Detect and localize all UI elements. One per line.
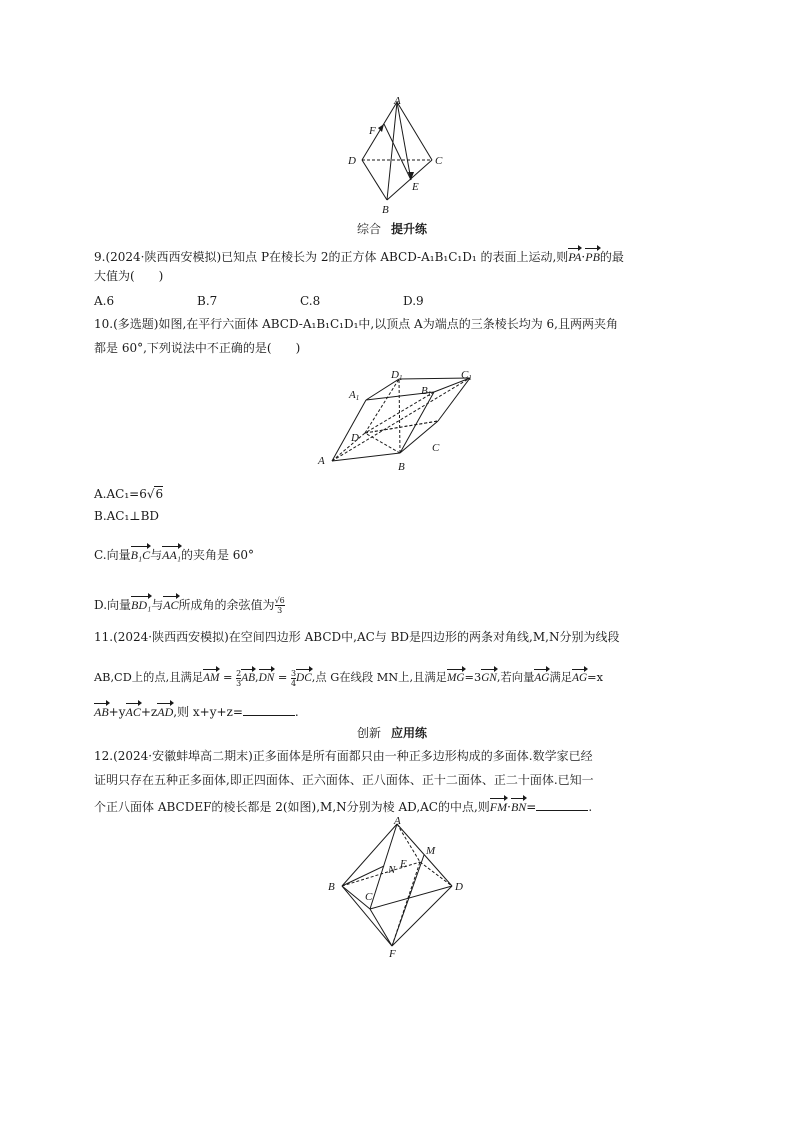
label-C1: C1: [461, 369, 472, 382]
section-heading-1: 综合 提升练: [357, 222, 428, 236]
q10-line-2: 都是 60°,下列说法中不正确的是( ): [94, 341, 301, 355]
answer-blank: [536, 810, 588, 811]
q9-options: A.6 B.7 C.8 D.9: [94, 294, 424, 308]
section-heading-2: 创新 应用练: [357, 726, 428, 740]
q11-line-3: AB+yAC+zAD,则 x+y+z= .: [94, 701, 299, 720]
label-D1: D1: [391, 369, 403, 382]
label-E: E: [412, 181, 419, 193]
label-E: E: [400, 858, 407, 870]
parallelepiped-figure: [314, 366, 484, 476]
label-B: B: [398, 461, 405, 473]
q12-line-2: 证明只存在五种正多面体,即正四面体、正六面体、正八面体、正十二面体、正二十面体.已知一: [94, 773, 594, 787]
label-D: D: [351, 432, 359, 444]
q11-line-2: AB,CD上的点,且满足AM = $\frac{2}{3}$ AB,DN = $\frac{3}{4}$ DC,点 G在线段 MN上,且满足MG=3GN,若向量AG满足AG=x: [94, 668, 603, 688]
label-F: F: [369, 125, 376, 137]
label-C: C: [432, 442, 440, 454]
tetrahedron-figure: [340, 92, 450, 214]
q12-line-3: 个正八面体 ABCDEF的棱长都是 2(如图),M,N分别为棱 AD,AC的中点,则FM·BN= .: [94, 796, 592, 815]
q11-line-1: 11.(2024·陕西西安模拟)在空间四边形 ABCD中,AC与 BD是四边形的两条对角线,M,N分别为线段: [94, 630, 620, 644]
q9-line-1: 9.(2024·陕西西安模拟)已知点 P在棱长为 2的正方体 ABCD-A₁B₁C₁D₁ 的表面上运动,则PA·PB的最: [94, 246, 624, 265]
label-A: A: [394, 95, 401, 107]
label-C: C: [365, 891, 373, 903]
q10-option-d: D.向量BD₁与AC所成角的余弦值为 $\frac{√6}{3}$: [94, 596, 285, 615]
label-D: D: [348, 155, 356, 167]
q10-option-c: C.向量B₁C与AA₁的夹角是 60°: [94, 544, 254, 563]
label-F: F: [389, 948, 396, 960]
label-N: N: [388, 864, 396, 876]
octahedron-figure: [322, 814, 472, 960]
q10-option-a: A.AC₁=6√6: [94, 487, 164, 501]
label-A: A: [394, 815, 401, 827]
q10-option-b: B.AC₁⊥BD: [94, 509, 160, 523]
label-C: C: [435, 155, 443, 167]
answer-blank: [243, 715, 295, 716]
label-B1: B1: [421, 385, 432, 398]
label-A: A: [318, 455, 325, 467]
q9-line-2: 大值为( ): [94, 269, 164, 283]
label-B: B: [328, 881, 335, 893]
q10-line-1: 10.(多选题)如图,在平行六面体 ABCD-A₁B₁C₁D₁中,以顶点 A为端点的三条棱长均为 6,且两两夹角: [94, 317, 618, 331]
label-A1: A1: [349, 389, 360, 402]
label-D: D: [455, 881, 463, 893]
label-M: M: [426, 845, 436, 857]
q12-line-1: 12.(2024·安徽蚌埠高二期末)正多面体是所有面都只由一种正多边形构成的多面体.数学家已经: [94, 749, 593, 763]
label-B: B: [382, 204, 389, 216]
